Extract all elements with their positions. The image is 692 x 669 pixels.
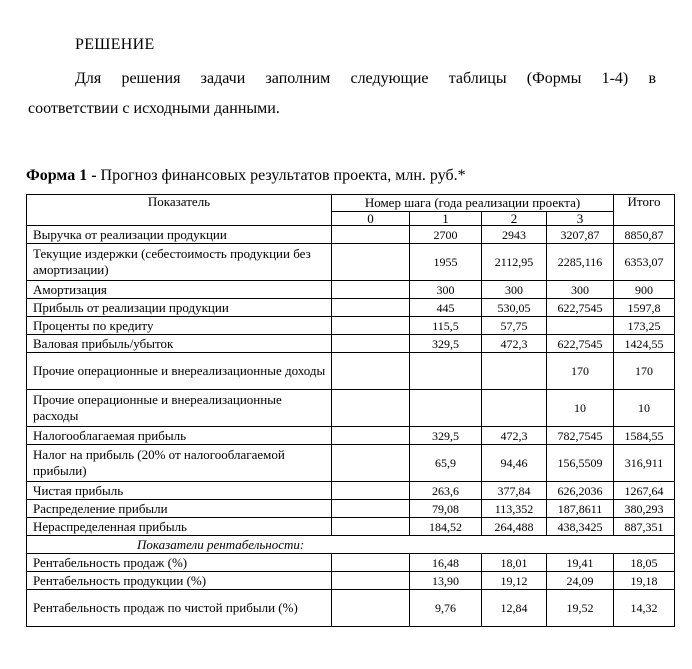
table-row <box>27 427 675 445</box>
table-row <box>27 500 675 518</box>
cell-step-0 <box>332 482 410 500</box>
cell-total: 6353,07 <box>614 244 675 281</box>
row-label: Прочие операционные и внереализационные расходы <box>27 390 332 427</box>
cell-step-2: 12,84 <box>482 590 547 627</box>
row-label: Распределение прибыли <box>27 500 332 518</box>
cell-total: 18,05 <box>614 554 675 572</box>
cell-step-2 <box>482 390 547 427</box>
cell-step-0 <box>332 445 410 482</box>
table-caption <box>26 167 466 185</box>
cell-step-0 <box>332 244 410 281</box>
cell-step-3: 438,3425 <box>547 518 614 536</box>
header-step-1: 1 <box>410 212 482 226</box>
cell-step-3: 622,7545 <box>547 335 614 353</box>
cell-step-1: 2700 <box>410 226 482 244</box>
cell-step-0 <box>332 518 410 536</box>
intro-paragraph-line2: соответствии с исходными данными. <box>28 100 280 117</box>
cell-step-2: 377,84 <box>482 482 547 500</box>
table-row <box>27 482 675 500</box>
table-row <box>27 445 675 482</box>
table-row <box>27 353 675 390</box>
cell-step-1: 445 <box>410 299 482 317</box>
cell-step-3: 622,7545 <box>547 299 614 317</box>
cell-step-1: 16,48 <box>410 554 482 572</box>
cell-step-2: 57,75 <box>482 317 547 335</box>
row-label: Прибыль от реализации продукции <box>27 299 332 317</box>
table-row <box>27 244 675 281</box>
cell-step-2: 530,05 <box>482 299 547 317</box>
cell-step-0 <box>332 572 410 590</box>
cell-step-2: 2943 <box>482 226 547 244</box>
cell-step-1: 329,5 <box>410 427 482 445</box>
row-label: Выручка от реализации продукции <box>27 226 332 244</box>
table-row <box>27 335 675 353</box>
cell-step-0 <box>332 427 410 445</box>
cell-step-1: 329,5 <box>410 335 482 353</box>
cell-total: 10 <box>614 390 675 427</box>
row-label: Рентабельность продукции (%) <box>27 572 332 590</box>
row-label: Рентабельность продаж (%) <box>27 554 332 572</box>
cell-step-1: 9,76 <box>410 590 482 627</box>
header-step-number: Номер шага (года реализации проекта) <box>332 195 614 212</box>
cell-step-0 <box>332 226 410 244</box>
cell-step-1: 184,52 <box>410 518 482 536</box>
cell-step-3: 626,2036 <box>547 482 614 500</box>
cell-step-2: 94,46 <box>482 445 547 482</box>
cell-step-3: 19,52 <box>547 590 614 627</box>
cell-step-0 <box>332 353 410 390</box>
cell-step-2: 19,12 <box>482 572 547 590</box>
cell-step-0 <box>332 335 410 353</box>
cell-step-3: 300 <box>547 281 614 299</box>
table-row <box>27 299 675 317</box>
cell-step-3: 2285,116 <box>547 244 614 281</box>
cell-total: 380,293 <box>614 500 675 518</box>
cell-total: 1584,55 <box>614 427 675 445</box>
cell-step-2: 18,01 <box>482 554 547 572</box>
header-row-1 <box>27 195 675 212</box>
cell-total: 1424,55 <box>614 335 675 353</box>
cell-step-0 <box>332 554 410 572</box>
cell-total: 1597,8 <box>614 299 675 317</box>
cell-step-0 <box>332 317 410 335</box>
cell-step-3: 24,09 <box>547 572 614 590</box>
row-label: Нераспределенная прибыль <box>27 518 332 536</box>
cell-step-1: 13,90 <box>410 572 482 590</box>
table-row <box>27 317 675 335</box>
row-label: Налог на прибыль (20% от налогооблагаемой прибыли) <box>27 445 332 482</box>
cell-step-1 <box>410 353 482 390</box>
cell-step-3: 782,7545 <box>547 427 614 445</box>
header-step-3: 3 <box>547 212 614 226</box>
cell-total: 173,25 <box>614 317 675 335</box>
row-label: Амортизация <box>27 281 332 299</box>
cell-step-2: 472,3 <box>482 427 547 445</box>
row-label: Текущие издержки (себестоимость продукции без амортизации) <box>27 244 332 281</box>
table-row <box>27 554 675 572</box>
cell-step-2 <box>482 353 547 390</box>
cell-step-1: 300 <box>410 281 482 299</box>
cell-step-0 <box>332 500 410 518</box>
cell-step-3: 187,8611 <box>547 500 614 518</box>
cell-step-3: 3207,87 <box>547 226 614 244</box>
section-row <box>27 536 675 554</box>
caption-text: Прогноз финансовых результатов проекта, млн. руб.* <box>96 167 466 184</box>
cell-step-1: 115,5 <box>410 317 482 335</box>
caption-form-label: Форма 1 - <box>26 167 97 184</box>
cell-total: 170 <box>614 353 675 390</box>
cell-step-3: 170 <box>547 353 614 390</box>
cell-step-2: 300 <box>482 281 547 299</box>
cell-step-0 <box>332 281 410 299</box>
intro-paragraph-line1: Для решения задачи заполним следующие таблицы (Формы 1-4) в <box>75 70 656 87</box>
header-total: Итого <box>614 195 675 226</box>
cell-total: 316,911 <box>614 445 675 482</box>
table-row <box>27 518 675 536</box>
cell-step-1: 263,6 <box>410 482 482 500</box>
table-row <box>27 226 675 244</box>
cell-step-1: 1955 <box>410 244 482 281</box>
forecast-table <box>26 194 675 627</box>
cell-step-1 <box>410 390 482 427</box>
table-row <box>27 572 675 590</box>
row-label: Прочие операционные и внереализационные доходы <box>27 353 332 390</box>
header-step-2: 2 <box>482 212 547 226</box>
cell-total: 19,18 <box>614 572 675 590</box>
cell-step-2: 472,3 <box>482 335 547 353</box>
section-heading: РЕШЕНИЕ <box>75 36 155 53</box>
table-row <box>27 590 675 627</box>
cell-step-0 <box>332 299 410 317</box>
cell-total: 14,32 <box>614 590 675 627</box>
cell-total: 887,351 <box>614 518 675 536</box>
cell-step-0 <box>332 590 410 627</box>
header-indicator: Показатель <box>27 195 332 226</box>
cell-step-2: 113,352 <box>482 500 547 518</box>
cell-step-1: 79,08 <box>410 500 482 518</box>
table-row <box>27 281 675 299</box>
cell-step-1: 65,9 <box>410 445 482 482</box>
cell-step-3: 10 <box>547 390 614 427</box>
cell-total: 8850,87 <box>614 226 675 244</box>
table-row <box>27 390 675 427</box>
cell-step-3 <box>547 317 614 335</box>
cell-step-2: 2112,95 <box>482 244 547 281</box>
cell-step-2: 264,488 <box>482 518 547 536</box>
cell-total: 1267,64 <box>614 482 675 500</box>
row-label: Валовая прибыль/убыток <box>27 335 332 353</box>
cell-step-3: 19,41 <box>547 554 614 572</box>
row-label: Проценты по кредиту <box>27 317 332 335</box>
section-title: Показатели рентабельности: <box>27 536 675 554</box>
cell-step-0 <box>332 390 410 427</box>
row-label: Чистая прибыль <box>27 482 332 500</box>
row-label: Рентабельность продаж по чистой прибыли (%) <box>27 590 332 627</box>
cell-step-3: 156,5509 <box>547 445 614 482</box>
cell-total: 900 <box>614 281 675 299</box>
row-label: Налогооблагаемая прибыль <box>27 427 332 445</box>
header-step-0: 0 <box>332 212 410 226</box>
